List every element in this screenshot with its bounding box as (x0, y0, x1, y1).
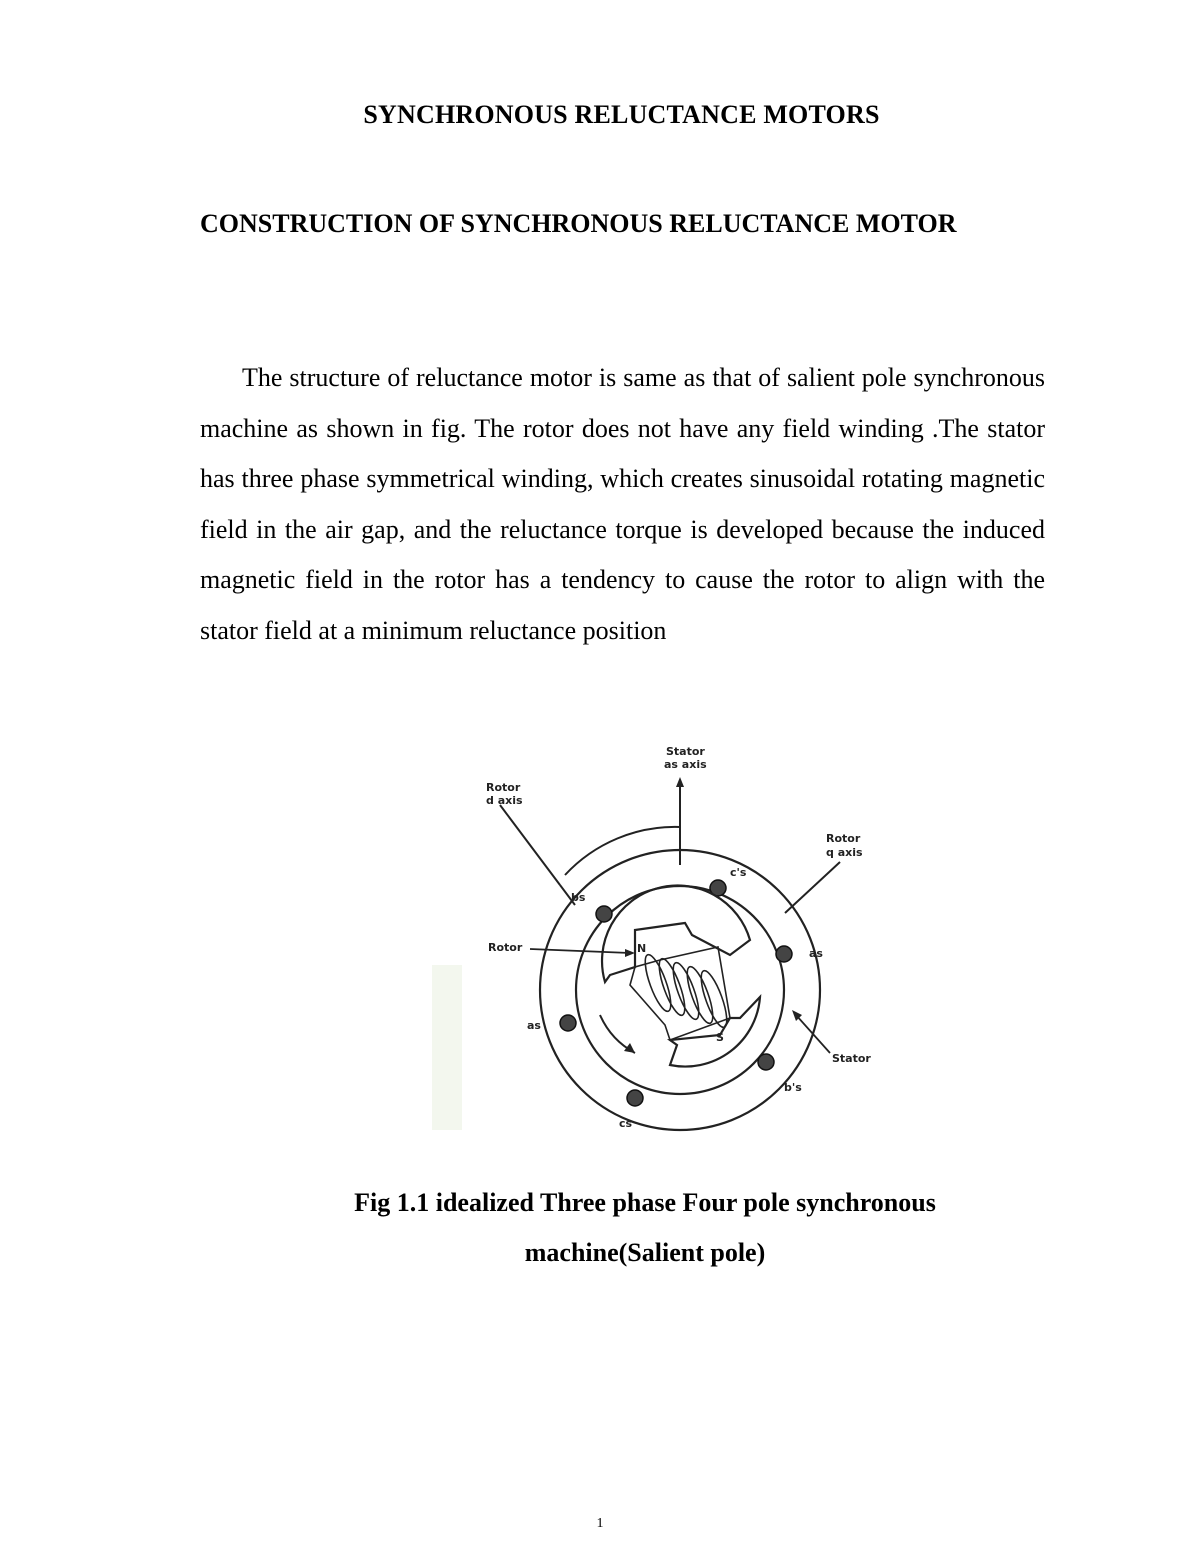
label-north: N (637, 942, 647, 955)
label-rotor-d-2: d axis (486, 794, 523, 807)
figure-caption (0, 1178, 1200, 1278)
label-bs-prime: b's (784, 1081, 802, 1094)
document-title: SYNCHRONOUS RELUCTANCE MOTORS (363, 100, 880, 129)
label-rotor-q-2: q axis (826, 846, 863, 859)
label-south: S (716, 1031, 724, 1044)
page-number: 1 (596, 1516, 604, 1531)
scan-shading (432, 965, 462, 1130)
label-rotor-q-1: Rotor (826, 832, 861, 845)
rotor-south-pole (670, 997, 760, 1067)
motor-diagram-figure (430, 735, 900, 1135)
label-as-right: as (809, 947, 823, 960)
conductor-bs-prime (758, 1054, 774, 1070)
label-rotor: Rotor (488, 941, 523, 954)
motor-diagram (430, 735, 900, 1135)
label-cs: cs (619, 1117, 633, 1130)
label-stator-axis-2: as axis (664, 758, 707, 771)
rotor-north-pole (602, 886, 750, 982)
body-paragraph: The structure of reluctance motor is same as that of salient pole synchronous machine as shown in fig. The rotor does not have any field winding .The stator has three phase symmetrical winding, which creates sinusoidal rotating magnetic field in the air gap, and the reluctance torque is developed because the induced magnetic field in the rotor has a tendency to cause the rotor to align with the stator field at a minimum reluctance position (200, 363, 1045, 645)
label-rotor-d-1: Rotor (486, 781, 521, 794)
rotor-coil (640, 952, 732, 1030)
label-stator-axis-1: Stator (666, 745, 705, 758)
conductor-cs (627, 1090, 643, 1106)
caption-text: Fig 1.1 idealized Three phase Four pole synchronous machine(Salient pole) (354, 1188, 936, 1267)
label-stator: Stator (832, 1052, 871, 1065)
conductor-as-right (776, 946, 792, 962)
conductor-as-left (560, 1015, 576, 1031)
stator-pointer-line (796, 1015, 830, 1053)
label-bs: bs (571, 891, 586, 904)
rotor-d-axis-line (500, 805, 560, 885)
label-as-left: as (527, 1019, 541, 1032)
rotor-pointer-arrowhead (625, 949, 635, 957)
label-cs-prime: c's (730, 866, 747, 879)
conductor-bs (596, 906, 612, 922)
section-heading: CONSTRUCTION OF SYNCHRONOUS RELUCTANCE MOTOR (200, 209, 957, 238)
stator-axis-arrowhead (676, 777, 684, 787)
rotor-q-axis-line (785, 862, 840, 913)
